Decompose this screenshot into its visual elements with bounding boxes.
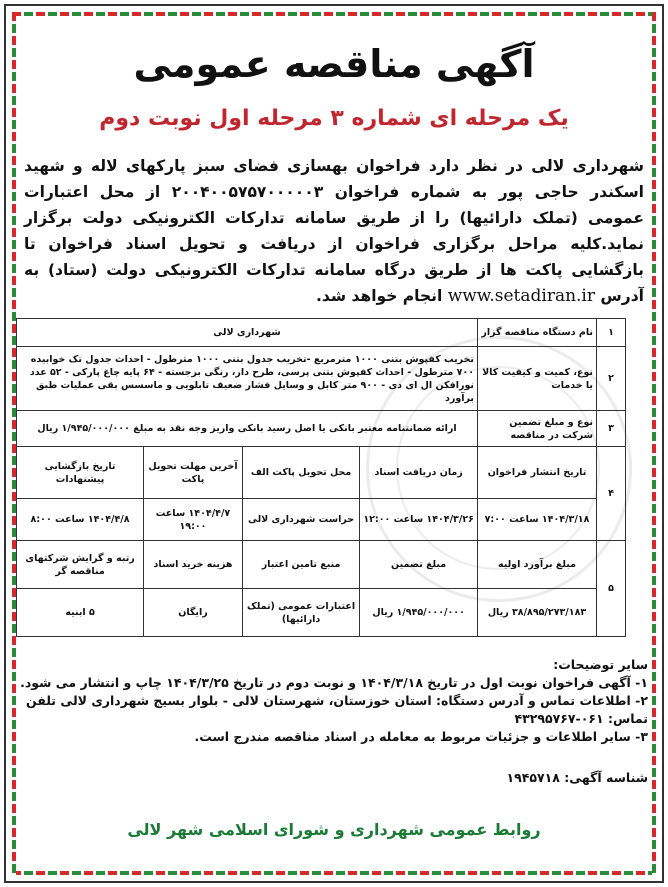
ad-identifier: شناسه آگهی: ۱۹۴۵۷۱۸: [506, 770, 648, 785]
row-number: ۲: [597, 347, 626, 411]
table-row: [17, 589, 626, 637]
row-number: ۴: [597, 447, 626, 541]
intro-tail: انجام خواهد شد.: [316, 287, 443, 305]
ad-frame: [4, 4, 664, 883]
intro-text: شهرداری لالی در نظر دارد فراخوان بهسازی فضای سبز پارکهای لاله و شهید اسکندر حاجی پور به شماره فراخوان ۲۰۰۴۰۰۵۷۵۷۰۰۰۰۰۳ از محل اعتبارات عمومی (تملک دارائیها) را از طریق سامانه تدارکات الکترونیکی دولت برگزار نماید.کلیه مراحل برگزاری فراخوان از دریافت و تحویل اسناد فراخوان تا بازگشایی پاکت ها از طریق درگاه سامانه تدارکات الکترونیکی دولت (ستاد) به آدرس: [24, 157, 644, 305]
table-cell: اعتبارات عمومی (تملک دارائیها): [242, 589, 359, 637]
column-header: مبلغ تضمین: [360, 541, 478, 589]
footer-publisher: روابط عمومی شهرداری و شورای اسلامی شهر لالی: [127, 820, 541, 839]
table-row: [17, 411, 626, 447]
note-item: ۲- اطلاعات تماس و آدرس دستگاه: استان خوزستان، شهرستان لالی - بلوار بسیج شهرداری لالی تلفن تماس: ۰۶۱-۴۳۲۹۵۷۶۷: [25, 693, 648, 726]
column-header: هزینه خرید اسناد: [144, 541, 243, 589]
ad-title: آگهی مناقصه عمومی: [133, 42, 535, 86]
organizer-value: شهرداری لالی: [17, 319, 478, 347]
table-cell: ۳۸/۸۹۵/۲۷۳/۱۸۳ ریال: [478, 589, 597, 637]
decorative-border-bottom: [12, 871, 656, 875]
column-header: منبع تامین اعتبار: [242, 541, 359, 589]
table-cell: ۱۴۰۴/۴/۷ ساعت ۱۹:۰۰: [144, 499, 243, 541]
guarantee-value: ارائه ضمانتنامه معتبر بانکی یا اصل رسید بانکی واریز وجه نقد به مبلغ ۱/۹۴۵/۰۰۰/۰۰۰ ریال: [17, 411, 478, 447]
column-header: تاریخ انتشار فراخوان: [478, 447, 597, 499]
table-cell: رایگان: [144, 589, 243, 637]
row-label: نوع و مبلغ تضمین شرکت در مناقصه: [478, 411, 597, 447]
table-row: [17, 347, 626, 411]
table-cell: ۱/۹۴۵/۰۰۰/۰۰۰ ریال: [360, 589, 478, 637]
table-cell: حراست شهرداری لالی: [242, 499, 359, 541]
row-number: ۱: [597, 319, 626, 347]
notes-section: [16, 656, 648, 746]
setad-url-link[interactable]: www.setadiran.ir: [447, 286, 595, 306]
column-header: زمان دریافت اسناد: [360, 447, 478, 499]
ad-subtitle: یک مرحله ای شماره ۳ مرحله اول نوبت دوم: [99, 106, 569, 131]
row-label: نام دستگاه مناقصه گزار: [478, 319, 597, 347]
table-row: [17, 499, 626, 541]
notes-heading: سایر توضیحات:: [553, 657, 648, 672]
decorative-border-top: [12, 12, 656, 16]
scope-value: تخریب کفپوش بتنی ۱۰۰۰ مترمربع -تخریب جدول بتنی ۱۰۰۰ مترطول - احداث جدول تک خوابیده ۷۰۰ مترطول - احداث کفپوش بتنی پرسی، طرح دار، رنگی برجسته - ۶۴ پایه چاغ پارکی - ۵۲ عدد نورافکن ال ای دی - ۹۰۰ متر کابل و وسایل فشار ضعیف تابلویی و ماسسس بقی عملیات طبق برآورد: [17, 347, 478, 411]
table-row: [17, 447, 626, 499]
table-cell: ۱۴۰۴/۳/۲۶ ساعت ۱۲:۰۰: [360, 499, 478, 541]
note-item: ۳- سایر اطلاعات و جزئیات مربوط به معامله در اسناد مناقصه مندرج است.: [194, 729, 648, 744]
table-row: [17, 319, 626, 347]
row-label: نوع، کمیت و کیفیت کالا یا خدمات: [478, 347, 597, 411]
table-cell: ۵ ابنیه: [17, 589, 144, 637]
row-number: ۵: [597, 541, 626, 637]
column-header: محل تحویل پاکت الف: [242, 447, 359, 499]
table-cell: ۱۴۰۴/۴/۸ ساعت ۸:۰۰: [17, 499, 144, 541]
tender-details-table: [16, 318, 626, 637]
table-row: [17, 541, 626, 589]
decorative-border-right: [652, 12, 656, 875]
note-item: ۱- آگهی فراخوان نوبت اول در تاریخ ۱۴۰۴/۳/۱۸ و نوبت دوم در تاریخ ۱۴۰۴/۳/۲۵ چاپ و انتشار می شود.: [20, 675, 648, 690]
row-number: ۳: [597, 411, 626, 447]
column-header: رتبه و گرایش شرکتهای مناقصه گر: [17, 541, 144, 589]
column-header: آخرین مهلت تحویل پاکت: [144, 447, 243, 499]
table-cell: ۱۴۰۴/۳/۱۸ ساعت ۷:۰۰: [478, 499, 597, 541]
intro-paragraph: [22, 153, 646, 309]
column-header: مبلغ برآورد اولیه: [478, 541, 597, 589]
column-header: تاریخ بازگشایی پیشنهادات: [17, 447, 144, 499]
